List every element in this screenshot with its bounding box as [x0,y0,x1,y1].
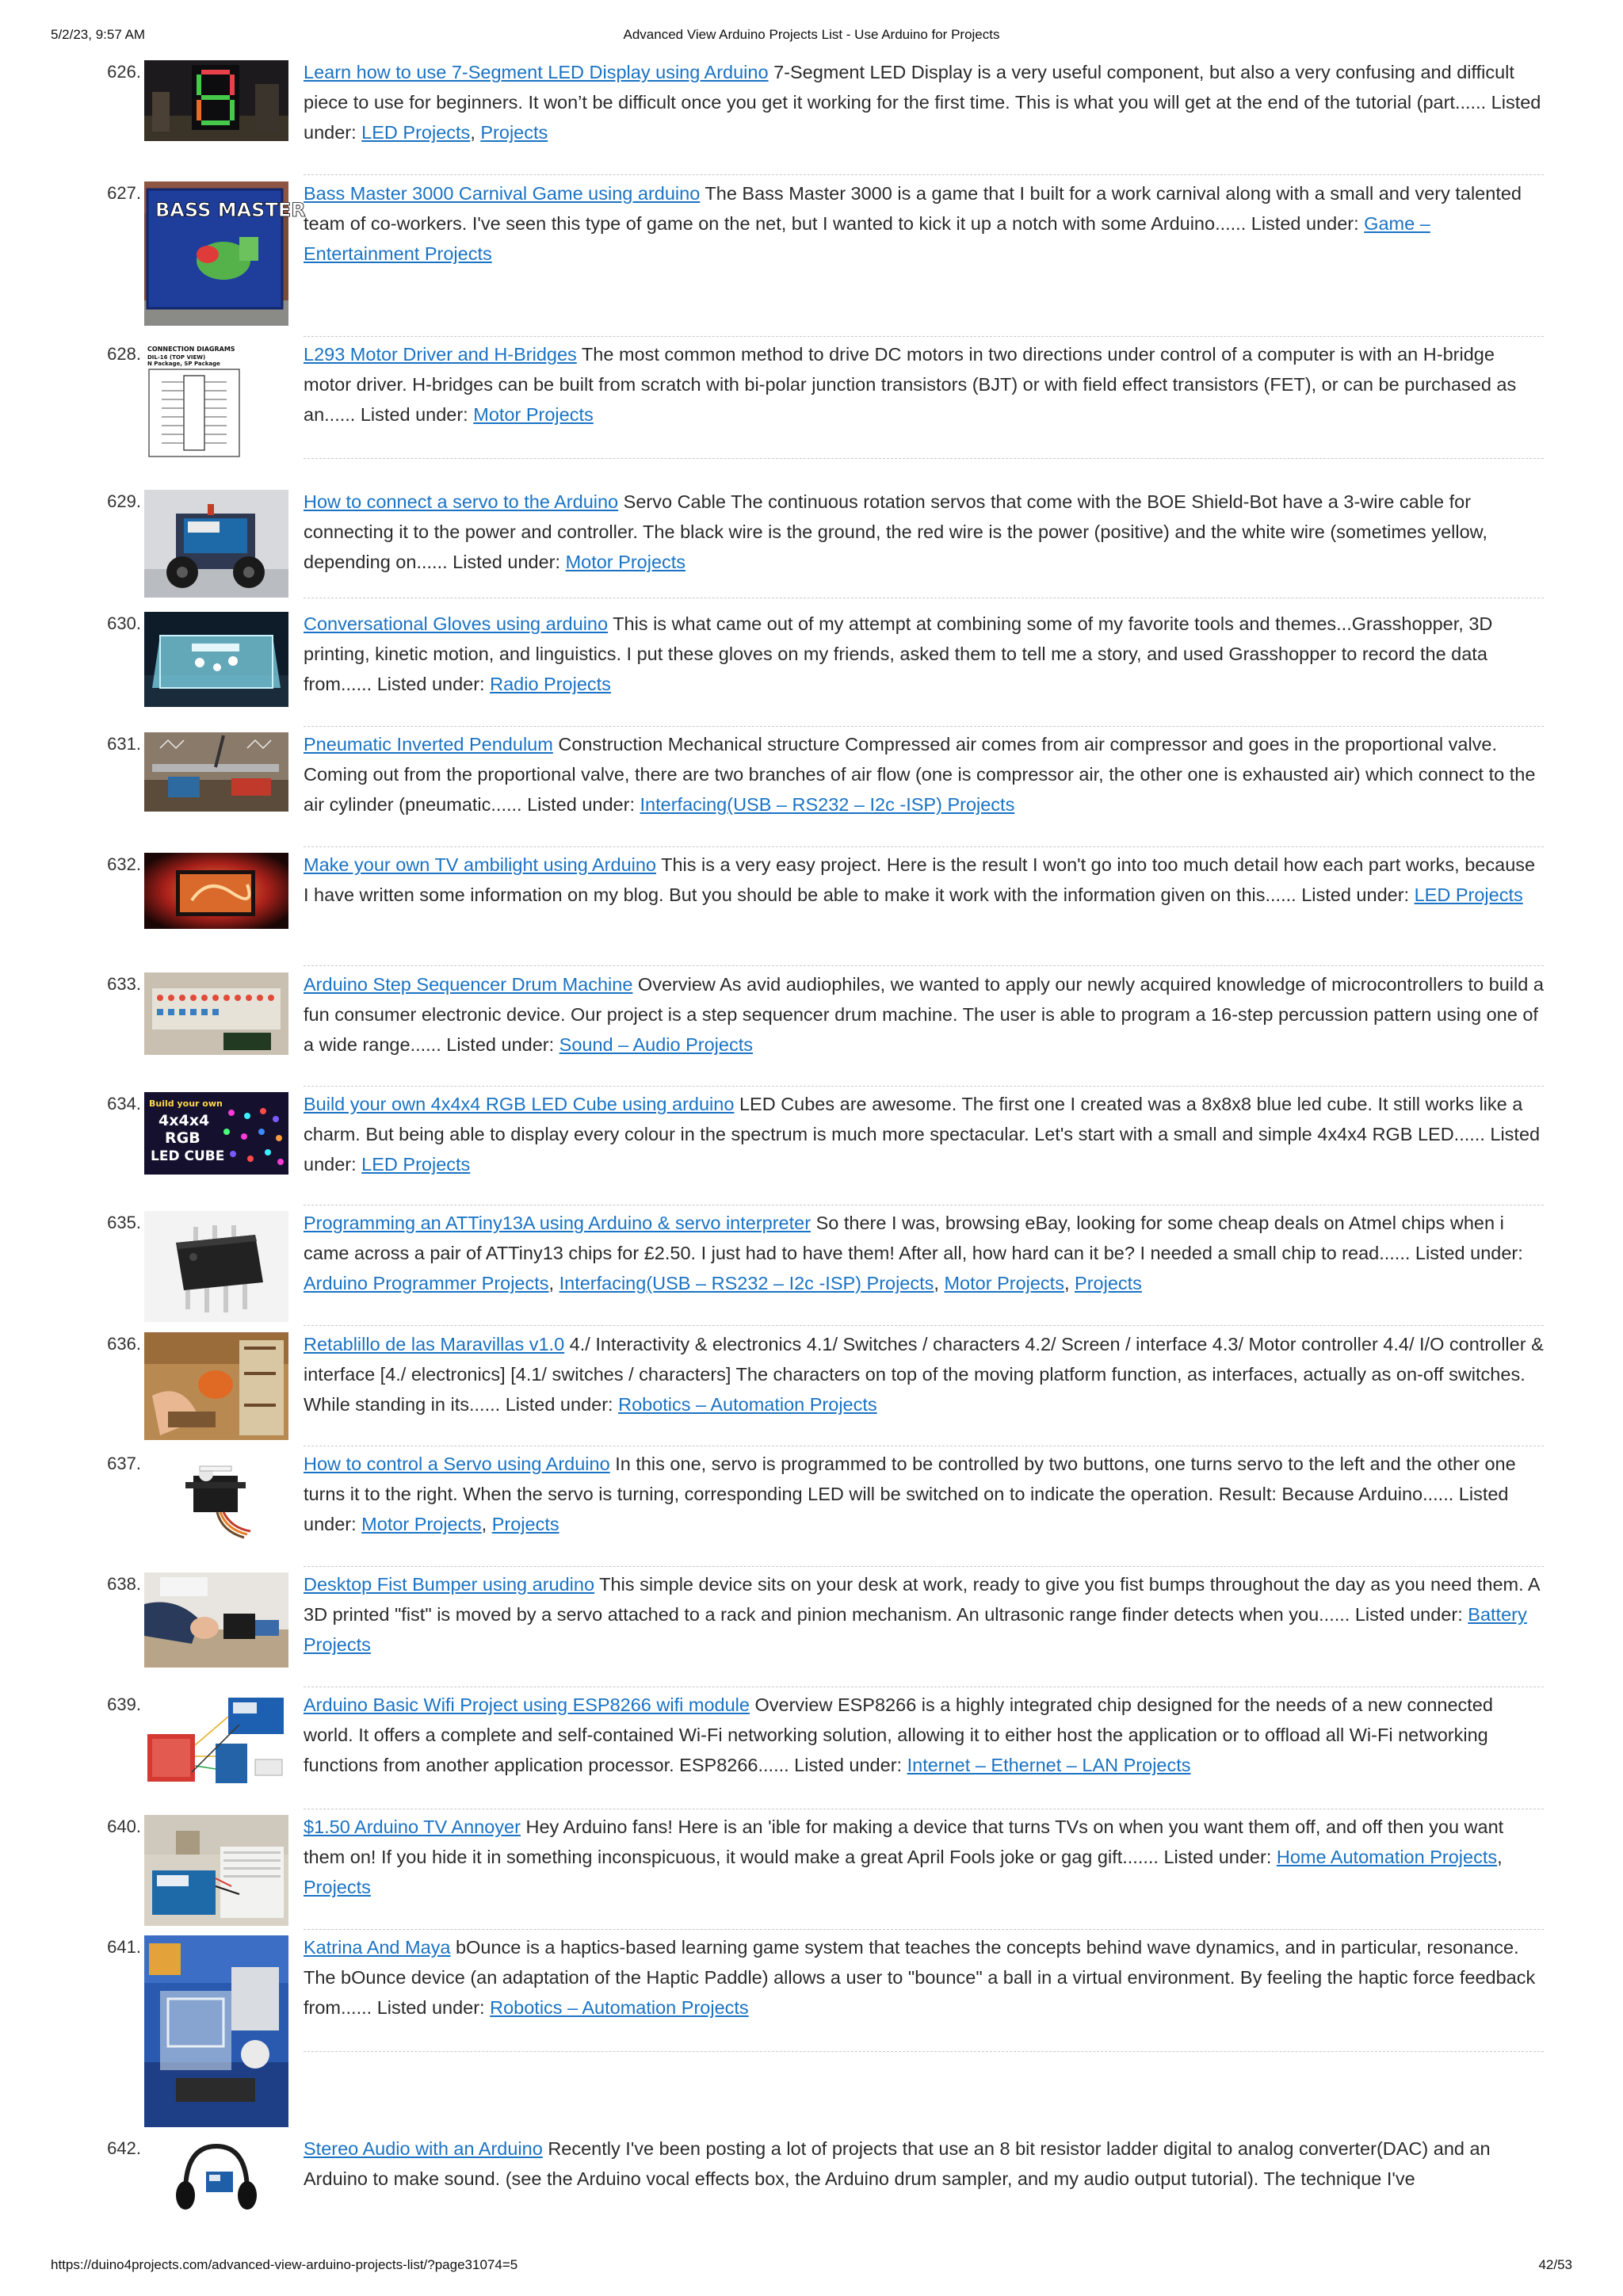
project-title-link[interactable]: $1.50 Arduino TV Annoyer [304,1817,521,1837]
project-thumbnail[interactable] [144,1211,288,1322]
category-link[interactable]: Arduino Programmer Projects [304,1273,549,1293]
project-summary: bOunce is a haptics-based learning game system that teaches the concepts behind wave dynamics, and in particular, resonance. The bOunce device (an adaptation of the Haptic Paddle) allows a user to "bounce" a ball in a virtual environment. By feeling the haptic force feedback from...... Listed under: [304,1937,1536,2018]
entry-number: 640. [107,1817,141,1836]
category-link[interactable]: Interfacing(USB – RS232 – I2c -ISP) Projects [640,794,1015,815]
category-link[interactable]: LED Projects [361,1154,471,1175]
project-title-link[interactable]: Programming an ATTiny13A using Arduino & servo interpreter [304,1213,812,1233]
project-summary: Construction Mechanical structure Compressed air comes from air compressor and goes in the proportional valve. Coming out from the proportional valve, there are two branches of air flow (one is compressor air, the other one is exhausted air) which connect to the air cylinder (pneumatic...... Listed under: [304,734,1536,815]
project-thumbnail[interactable] [144,1693,288,1791]
project-summary: Hey Arduino fans! Here is an 'ible for making a device that turns TVs on when you want them off, and off then you want them on! If you hide it in something inconspicuous, it would make a great April Fools joke or gag gift....... Listed under: [304,1817,1504,1867]
project-summary: Recently I've been posting a lot of projects that use an 8 bit resistor ladder digital to analog converter(DAC) and an Arduino to make sound. (see the Arduino vocal effects box, the Arduino drum sampler, and my audio output tutorial). The technique I've [304,2138,1491,2189]
project-thumbnail[interactable] [144,1092,288,1175]
entry-number: 639. [107,1694,141,1714]
thumbnail-caption: CONNECTION DIAGRAMS [147,346,235,353]
project-title-link[interactable]: How to connect a servo to the Arduino [304,491,619,512]
entry-description: $1.50 Arduino TV Annoyer Hey Arduino fans! Here is an 'ible for making a device that turns TVs on when you want them off, and off then you want them on! If you hide it in something inconspicuous, it would make a great April Fools joke or gag gift....... Listed under: Home Automation Projects, Projects [304,1817,1504,1897]
entry-description: Learn how to use 7-Segment LED Display using Arduino 7-Segment LED Display is a very useful component, but also a very confusing and difficult piece to use for beginners. It won’t be difficult once you get it working for the first time. This is what you will get at the end of the tutorial (part...... Listed under: LED Projects, Projects [304,62,1541,143]
entry-separator [304,174,1544,175]
entry-separator [304,2051,1544,2052]
entry-description [304,1690,1544,1780]
print-datetime: 5/2/23, 9:57 AM [51,27,146,42]
project-thumbnail[interactable] [144,2137,288,2213]
entry-separator [304,458,1544,459]
project-summary: The Bass Master 3000 is a game that I built for a work carnival along with a small and very talented team of co-workers. I've seen this type of game on the net, but I wanted to kick it up a notch with some Arduino...... Listed under: [304,183,1522,234]
entry-separator [304,1929,1544,1930]
entry-number: 634. [107,1094,141,1114]
category-link[interactable]: Home Automation Projects [1276,1847,1498,1867]
entry-separator [304,1325,1544,1326]
entry-number: 636. [107,1334,141,1354]
entry-separator [304,726,1544,727]
entry-number: 631. [107,734,141,754]
entry-description [304,339,1544,430]
category-link[interactable]: Motor Projects [944,1273,1064,1293]
project-title-link[interactable]: Retablillo de las Maravillas v1.0 [304,1334,565,1354]
entry-description: How to control a Servo using Arduino In this one, servo is programmed to be controlled by two buttons, one turns servo to the left and the other one turns it to the right. When the servo is turning, corresponding LED will be switched on to indicate the operation. Result: Because Arduino...... Listed under: Motor Projects, Projects [304,1454,1516,1534]
project-thumbnail[interactable] [144,1935,288,2127]
entry-number: 637. [107,1454,141,1473]
project-thumbnail[interactable] [144,1332,288,1440]
project-title-link[interactable]: Make your own TV ambilight using Arduino [304,854,656,875]
project-title-link[interactable]: Arduino Basic Wifi Project using ESP8266 wifi module [304,1694,750,1715]
svg-text:LED CUBE: LED CUBE [151,1148,225,1164]
project-title-link[interactable]: How to control a Servo using Arduino [304,1454,610,1474]
entry-description [304,850,1544,910]
entry-number: 638. [107,1574,141,1594]
category-link[interactable]: Radio Projects [490,674,611,694]
category-link[interactable]: LED Projects [361,122,471,143]
entry-separator [304,965,1544,966]
project-title-link[interactable]: Arduino Step Sequencer Drum Machine [304,974,633,995]
project-thumbnail[interactable] [144,60,288,141]
project-thumbnail[interactable] [144,342,244,460]
entry-description [304,1932,1544,2023]
project-summary: Overview As avid audiophiles, we wanted to apply our newly acquired knowledge of microcontrollers to build a fun consumer electronic device. Our project is a step sequencer drum machine. The user is able to program a 16-step percussion pattern using one of a wide range...... Listed under: [304,974,1544,1055]
project-summary: This is a very easy project. Here is the result I won't go into too much detail how each part works, because I have written some information on my blog. But you should be able to make it work with the information given on this...... Listed under: [304,854,1536,905]
entry-description [304,487,1544,577]
project-thumbnail[interactable] [144,732,288,812]
page-number: 42/53 [1538,2257,1572,2272]
entry-description [304,609,1544,699]
entry-description [304,2134,1544,2194]
entry-separator [304,846,1544,847]
entry-separator [304,336,1544,337]
category-link[interactable]: Robotics – Automation Projects [490,1997,749,2018]
entry-description [304,969,1544,1060]
entry-number: 630. [107,613,141,633]
entry-number: 641. [107,1937,141,1957]
project-title-link[interactable]: Bass Master 3000 Carnival Game using arduino [304,183,701,204]
category-link[interactable]: Projects [491,1514,559,1534]
svg-text:4x4x4: 4x4x4 [158,1112,210,1129]
project-thumbnail[interactable] [144,181,306,326]
category-link[interactable]: Robotics – Automation Projects [618,1394,877,1415]
print-page-title: Advanced View Arduino Projects List - Use Arduino for Projects [623,27,1000,42]
project-thumbnail[interactable] [144,972,288,1055]
project-title-link[interactable]: Conversational Gloves using arduino [304,613,609,634]
project-thumbnail[interactable] [144,490,288,598]
entry-description: Programming an ATTiny13A using Arduino & servo interpreter So there I was, browsing eBay, looking for some cheap deals on Atmel chips when i came across a pair of ATTiny13 chips for £2.50. I just had to have them! After all, how hard can it be? I needed a small chip to read...... Listed under: Arduino Programmer Projects, Interfacing(USB – RS232 – I2c -ISP) Projects, Motor Projects, Projects [304,1213,1523,1293]
entry-description [304,178,1544,269]
entry-separator [304,1086,1544,1087]
thumbnail-caption: BASS MASTER [155,199,306,221]
category-link[interactable]: Interfacing(USB – RS232 – I2c -ISP) Projects [559,1273,934,1293]
project-summary: The most common method to drive DC motors in two directions under control of a computer is with an H-bridge motor driver. H-bridges can be built from scratch with bi-polar junction transistors (BJT) or with field effect transistors (FET), or can be purchased as an...... Listed under: [304,344,1517,425]
project-title-link[interactable]: Build your own 4x4x4 RGB LED Cube using arduino [304,1094,735,1114]
entry-number: 632. [107,854,141,874]
project-summary: 4./ Interactivity & electronics 4.1/ Switches / characters 4.2/ Screen / interface 4.3/ Motor controller 4.4/ I/O controller & interface [4./ electronics] [4.1/ switches / characters] The characters on top of the moving platform function, as interfaces, actually as on-off switches. While standing in its...... Listed under: [304,1334,1544,1415]
entry-number: 635. [107,1213,141,1232]
svg-text:DIL-16 (TOP VIEW): DIL-16 (TOP VIEW) [147,354,206,361]
project-thumbnail[interactable] [144,612,288,707]
project-summary: LED Cubes are awesome. The first one I created was a 8x8x8 blue led cube. It still works like a charm. But being able to display every colour in the spectrum is much more spectacular. Let's start with a small and simple 4x4x4 RGB LED...... Listed under: [304,1094,1541,1175]
entry-description [304,1569,1544,1660]
category-link[interactable]: Motor Projects [565,552,686,572]
entry-number: 629. [107,491,141,511]
category-link[interactable]: Battery Projects [304,1604,1527,1655]
project-thumbnail[interactable] [144,853,288,929]
entry-number: 626. [107,62,141,82]
project-summary: This is what came out of my attempt at combining some of my favorite tools and themes...Grasshopper, 3D printing, kinetic motion, and linguistics. I put these gloves on my friends, asked them to tell me a story, and used Grasshopper to record the data from...... Listed under: [304,613,1493,694]
category-link[interactable]: Motor Projects [473,404,594,425]
category-link[interactable]: Projects [1075,1273,1142,1293]
project-summary: Overview ESP8266 is a highly integrated chip designed for the needs of a new connected world. It offers a complete and self-contained Wi-Fi networking solution, allowing it to either host the application or to offload all Wi-Fi networking functions from another application processor. ESP8266...... Listed under: [304,1694,1493,1775]
project-title-link[interactable]: Desktop Fist Bumper using arudino [304,1574,595,1595]
thumbnail-caption: Build your own [149,1098,223,1109]
entry-number: 642. [107,2138,141,2158]
svg-text:N Package, SP Package: N Package, SP Package [147,361,220,367]
project-summary: In this one, servo is programmed to be controlled by two buttons, one turns servo to the left and the other one turns it to the right. When the servo is turning, corresponding LED will be switched on to indicate the operation. Result: Because Arduino...... Listed under: [304,1454,1516,1534]
project-summary: This simple device sits on your desk at work, ready to give you fist bumps throughout the day as you need them. A 3D printed "fist" is moved by a servo attached to a rack and pinion mechanism. An ultrasonic range finder detects when you...... Listed under: [304,1574,1540,1625]
project-thumbnail[interactable] [144,1452,288,1539]
entry-number: 627. [107,183,141,203]
category-link[interactable]: LED Projects [1414,884,1523,905]
entry-description [304,1089,1544,1179]
category-link[interactable]: Motor Projects [361,1514,482,1534]
category-link[interactable]: Projects [480,122,548,143]
project-title-link[interactable]: L293 Motor Driver and H-Bridges [304,344,577,365]
project-thumbnail[interactable] [144,1572,288,1668]
project-summary: Servo Cable The continuous rotation servos that come with the BOE Shield-Bot have a 3-wire cable for connecting it to the power and controller. The black wire is the ground, the red wire is the power (positive) and the white wire (sometimes yellow, depending on...... Listed under: [304,491,1487,572]
category-link[interactable]: Sound – Audio Projects [559,1034,753,1055]
entry-description [304,1329,1544,1419]
project-title-link[interactable]: Pneumatic Inverted Pendulum [304,734,553,755]
project-title-link[interactable]: Stereo Audio with an Arduino [304,2138,543,2159]
category-link[interactable]: Projects [304,1877,371,1897]
entry-number: 628. [107,344,141,364]
project-summary: So there I was, browsing eBay, looking for some cheap deals on Atmel chips when i came across a pair of ATTiny13 chips for £2.50. I just had to have them! After all, how hard can it be? I needed a small chip to read...... Listed under: [304,1213,1523,1263]
page-url: https://duino4projects.com/advanced-view-arduino-projects-list/?page31074=5 [51,2257,518,2272]
project-title-link[interactable]: Learn how to use 7-Segment LED Display using Arduino [304,62,769,82]
svg-text:RGB: RGB [165,1129,200,1147]
project-thumbnail[interactable] [144,1815,288,1926]
category-link[interactable]: Internet – Ethernet – LAN Projects [907,1755,1191,1775]
project-summary: 7-Segment LED Display is a very useful component, but also a very confusing and difficult piece to use for beginners. It won’t be difficult once you get it working for the first time. This is what you will get at the end of the tutorial (part...... Listed under: [304,62,1541,143]
entry-description [304,729,1544,819]
category-link[interactable]: Game – Entertainment Projects [304,213,1430,264]
entry-number: 633. [107,974,141,994]
project-title-link[interactable]: Katrina And Maya [304,1937,451,1958]
entry-separator [304,1566,1544,1567]
